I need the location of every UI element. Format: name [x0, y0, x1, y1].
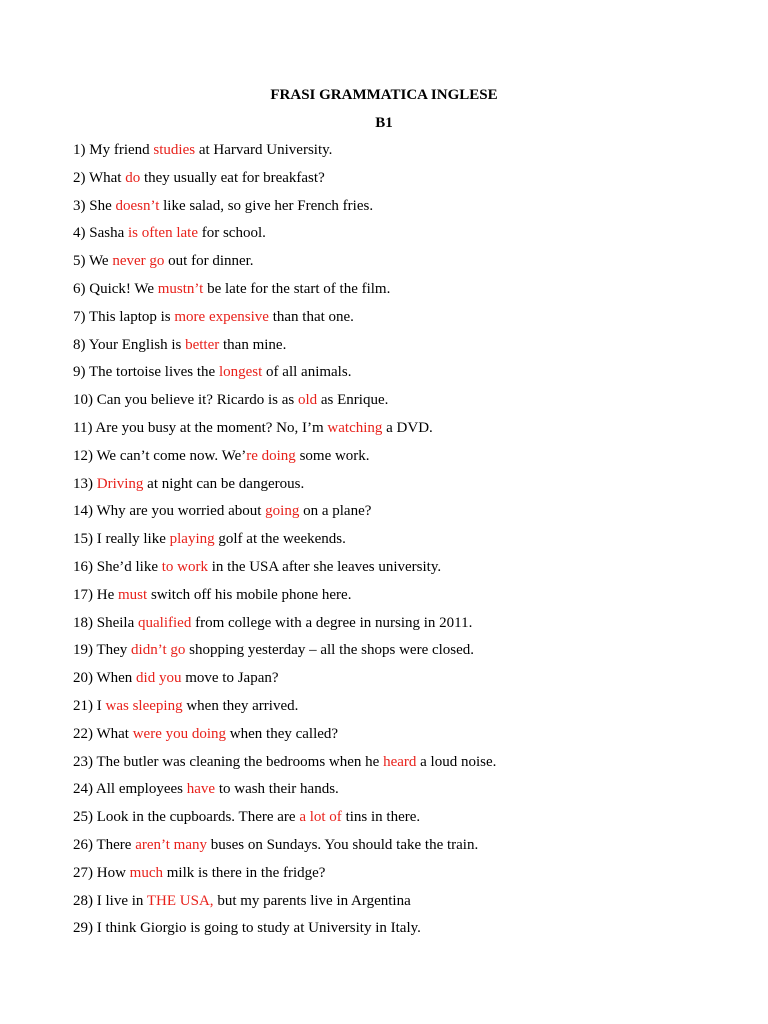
- sentence-text: from college with a degree in nursing in 2011.: [191, 614, 473, 631]
- answer-highlight: did you: [136, 670, 182, 687]
- sentence-line: [73, 586, 733, 614]
- answer-highlight: never go: [112, 253, 165, 270]
- sentence-text: 24) All employees: [73, 781, 187, 798]
- sentence-text: out for dinner.: [164, 253, 254, 270]
- answer-highlight: qualified: [138, 614, 192, 631]
- answer-highlight: old: [297, 392, 318, 409]
- sentence-text: 20) When: [73, 670, 137, 687]
- sentence-text: 14) Why are you worried about: [73, 503, 266, 520]
- sentence-text: switch off his mobile phone here.: [147, 586, 352, 603]
- sentence-text: 5) We: [73, 253, 113, 270]
- sentence-line: [73, 669, 733, 697]
- sentence-text: they usually eat for breakfast?: [140, 169, 325, 186]
- sentence-line: [73, 864, 733, 892]
- sentence-text: tins in there.: [341, 809, 421, 826]
- answer-highlight: re doing: [246, 447, 296, 464]
- answer-highlight: was sleeping: [105, 697, 183, 714]
- sentence-text: milk is there in the fridge?: [163, 864, 326, 881]
- sentence-text: 23) The butler was cleaning the bedrooms when he: [73, 753, 384, 770]
- answer-highlight: going: [265, 503, 300, 520]
- sentence-text: move to Japan?: [181, 670, 279, 687]
- sentence-text: 22) What: [73, 725, 133, 742]
- sentence-text: when they arrived.: [182, 697, 299, 714]
- answer-highlight: have: [186, 781, 216, 798]
- sentence-text: 3) She: [73, 197, 116, 214]
- sentence-text: as Enrique.: [317, 392, 389, 409]
- sentence-line: [73, 475, 733, 503]
- sentence-text: on a plane?: [299, 503, 372, 520]
- sentence-text: than that one.: [268, 308, 354, 325]
- sentence-text: 17) He: [73, 586, 118, 603]
- sentence-line: [73, 224, 733, 252]
- sentence-text: at Harvard University.: [195, 142, 333, 158]
- sentence-line: [73, 892, 733, 920]
- answer-highlight: much: [129, 864, 163, 881]
- sentence-line: [73, 753, 733, 781]
- sentence-line: [73, 697, 733, 725]
- sentence-line: [73, 280, 733, 308]
- sentence-text: 19) They: [73, 642, 132, 659]
- sentence-text: a loud noise.: [416, 753, 497, 770]
- sentence-text: 13): [73, 475, 97, 492]
- sentence-text: at night can be dangerous.: [143, 475, 305, 492]
- sentence-text: 8) Your English is: [73, 336, 186, 353]
- sentence-text: 29) I think Giorgio is going to study at University in Italy.: [73, 920, 421, 937]
- sentence-text: 16) She’d like: [73, 558, 162, 575]
- sentence-text: 25) Look in the cupboards. There are: [73, 809, 300, 826]
- answer-highlight: Driving: [96, 475, 144, 492]
- sentence-line: [73, 780, 733, 808]
- answer-highlight: to work: [161, 558, 208, 575]
- sentence-text: of all animals.: [262, 364, 352, 381]
- sentence-line: [73, 725, 733, 753]
- sentence-line: [73, 169, 733, 197]
- sentence-text: some work.: [295, 447, 370, 464]
- sentence-line: [73, 447, 733, 475]
- sentence-text: 28) I live in: [73, 892, 147, 909]
- sentence-line: [73, 308, 733, 336]
- sentence-text: 21) I: [73, 697, 106, 714]
- sentence-text: 1) My friend: [73, 142, 154, 158]
- sentence-text: to wash their hands.: [215, 781, 339, 798]
- answer-highlight: were you doing: [132, 725, 227, 742]
- sentence-line: [73, 641, 733, 669]
- sentence-text: 9) The tortoise lives the: [73, 364, 219, 381]
- answer-highlight: a lot of: [299, 809, 342, 826]
- sentence-line: [73, 502, 733, 530]
- sentence-line: [73, 919, 733, 947]
- answer-highlight: must: [118, 586, 148, 603]
- sentence-line: [73, 197, 733, 225]
- answer-highlight: more expensive: [174, 308, 269, 325]
- sentence-text: than mine.: [219, 336, 287, 353]
- answer-highlight: studies: [153, 142, 196, 158]
- sentence-text: buses on Sundays. You should take the train.: [206, 836, 479, 853]
- sentence-text: 27) How: [73, 864, 130, 881]
- answer-highlight: THE USA,: [146, 892, 214, 909]
- sentence-line: [73, 141, 733, 169]
- sentence-line: [73, 363, 733, 391]
- level-heading: B1: [375, 115, 393, 131]
- sentence-text: when they called?: [226, 725, 339, 742]
- sentence-text: golf at the weekends.: [214, 531, 346, 548]
- answer-highlight: didn’t go: [131, 642, 186, 659]
- answer-highlight: aren’t many: [135, 836, 207, 853]
- sentence-text: for school.: [197, 225, 266, 242]
- sentence-text: be late for the start of the film.: [203, 280, 391, 297]
- answer-highlight: longest: [218, 364, 263, 381]
- answer-highlight: better: [185, 336, 220, 353]
- answer-highlight: doesn’t: [115, 197, 160, 214]
- sentence-list: [73, 141, 733, 947]
- sentence-text: in the USA after she leaves university.: [207, 558, 442, 575]
- sentence-text: 6) Quick! We: [73, 280, 158, 297]
- sentence-text: but my parents live in Argentina: [213, 892, 411, 909]
- sentence-line: [73, 614, 733, 642]
- sentence-text: 18) Sheila: [73, 614, 138, 631]
- sentence-line: [73, 252, 733, 280]
- document-title: FRASI GRAMMATICA INGLESE: [270, 87, 498, 103]
- sentence-text: like salad, so give her French fries.: [159, 197, 374, 214]
- sentence-line: [73, 808, 733, 836]
- sentence-text: 10) Can you believe it? Ricardo is as: [73, 392, 298, 409]
- sentence-text: 15) I really like: [73, 531, 170, 548]
- answer-highlight: mustn’t: [157, 280, 204, 297]
- sentence-text: 2) What: [73, 169, 126, 186]
- answer-highlight: do: [125, 169, 141, 186]
- answer-highlight: watching: [327, 419, 383, 436]
- sentence-text: 4) Sasha: [73, 225, 128, 242]
- sentence-text: a DVD.: [382, 419, 433, 436]
- sentence-text: shopping yesterday – all the shops were closed.: [185, 642, 475, 659]
- answer-highlight: is often late: [128, 225, 198, 242]
- answer-highlight: heard: [383, 753, 417, 770]
- sentence-line: [73, 391, 733, 419]
- sentence-line: [73, 419, 733, 447]
- answer-highlight: playing: [169, 531, 215, 548]
- sentence-text: 11) Are you busy at the moment? No, I’m: [73, 419, 328, 436]
- sentence-line: [73, 336, 733, 364]
- sentence-line: [73, 530, 733, 558]
- sentence-line: [73, 836, 733, 864]
- sentence-text: 26) There: [73, 836, 136, 853]
- sentence-text: 7) This laptop is: [73, 308, 175, 325]
- sentence-text: 12) We can’t come now. We’: [73, 447, 247, 464]
- sentence-line: [73, 558, 733, 586]
